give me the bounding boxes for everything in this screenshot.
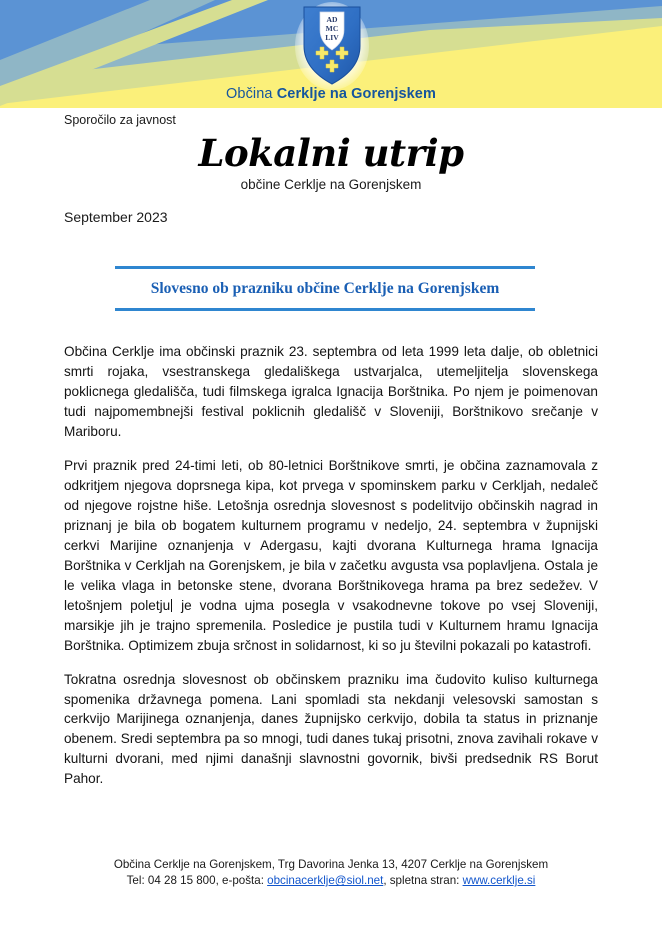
article-body <box>64 342 598 803</box>
article-title: Slovesno ob prazniku občine Cerklje na Gorenjskem <box>150 280 500 297</box>
footer-contact-line <box>0 873 662 889</box>
footer-phone-text: Tel: 04 28 15 800, e-pošta: <box>126 874 268 888</box>
coat-of-arms-shield-icon <box>295 2 369 90</box>
footer-website-link[interactable]: www.cerklje.si <box>462 874 536 888</box>
footer-email-link[interactable]: obcinacerklje@siol.net <box>267 874 384 888</box>
svg-text:MC: MC <box>325 24 339 33</box>
header-banner <box>0 0 662 108</box>
heading-rule-bottom <box>115 308 535 311</box>
document-footer <box>0 857 662 890</box>
footer-address-line: Občina Cerklje na Gorenjskem, Trg Davorina Jenka 13, 4207 Cerklje na Gorenjskem <box>113 858 549 871</box>
article-paragraph-2 <box>64 456 598 656</box>
paragraph-2-part-b: je vodna ujma posegla v vsakodnevne tokove po vsej Sloveniji, marsikje jih je trajno spremenila. Posledice je pustila tudi v Kulturnem hramu Ignacija Borštnika. Optimizem zbuja srčnost in solidarnost, ki so ju številni pokazali po katastrofi. <box>64 597 598 653</box>
footer-website-prefix: , spletna stran: <box>383 874 463 888</box>
masthead-subtitle: občine Cerklje na Gorenjskem <box>240 176 422 192</box>
press-release-label: Sporočilo za javnost <box>64 113 176 127</box>
banner-title-bold: Cerklje na Gorenjskem <box>276 86 436 102</box>
masthead-title: Lokalni utrip <box>198 131 464 175</box>
svg-text:LIV: LIV <box>325 33 339 42</box>
article-heading-block <box>115 266 535 311</box>
article-paragraph-3: Tokratna osrednja slovesnost ob občinskem prazniku ima čudovito kuliso kulturnega spomenika državnega pomena. Lani spomladi sta nekdanji velesovski samostan s cerkvijo Marijinega oznanjenja, danes župnijsko cerkvijo, dobila ta status in priznanje obenem. Sredi septembra pa so mnogi, tudi danes tukaj prisotni, znova zavihali rokave v kulturni dvorani, med njimi današnji slavnostni govornik, bivši predsednik RS Borut Pahor. <box>64 671 598 787</box>
masthead <box>0 131 662 192</box>
svg-text:AD: AD <box>326 15 338 24</box>
banner-municipality-title <box>0 86 662 102</box>
issue-date: September 2023 <box>64 209 168 225</box>
banner-title-regular: Občina <box>226 86 277 102</box>
paragraph-2-part-a: Prvi praznik pred 24-timi leti, ob 80-letnici Borštnikove smrti, je občina zaznamovala z odkritjem njegova doprsnega kipa, kot prvega v spominskem parku v Cerkljah, nedaleč od njegove rojstne hiše. Letošnja osrednja slovesnost s podelitvijo občinskih nagrad in priznanj je bila ob bogatem kulturnem programu v nedeljo, 24. septembra v župnijski cerkvi Marijine oznanjenja v Adergasu, kajti dvorana Kulturnega hrama Ignacija Borštnika v Cerkljah na Gorenjskem, je bila v začetku avgusta vsa poplavljena. Ostala je le velika vlaga in betonske stene, dvorana Borštnikovega hrama pa brez sedežev. V letošnjem poletju <box>64 457 598 613</box>
article-paragraph-1: Občina Cerklje ima občinski praznik 23. septembra od leta 1999 leta dalje, ob obletnici smrti rojaka, vsestranskega gledališkega ustvarjalca, utemeljitelja slovenskega poklicnega gledališča, tudi filmskega igralca Ignacija Borštnika. Po njem je poimenovan tudi najpomembnejši festival poklicnih gledališč v Sloveniji, Borštnikovo srečanje v Mariboru. <box>64 344 598 439</box>
